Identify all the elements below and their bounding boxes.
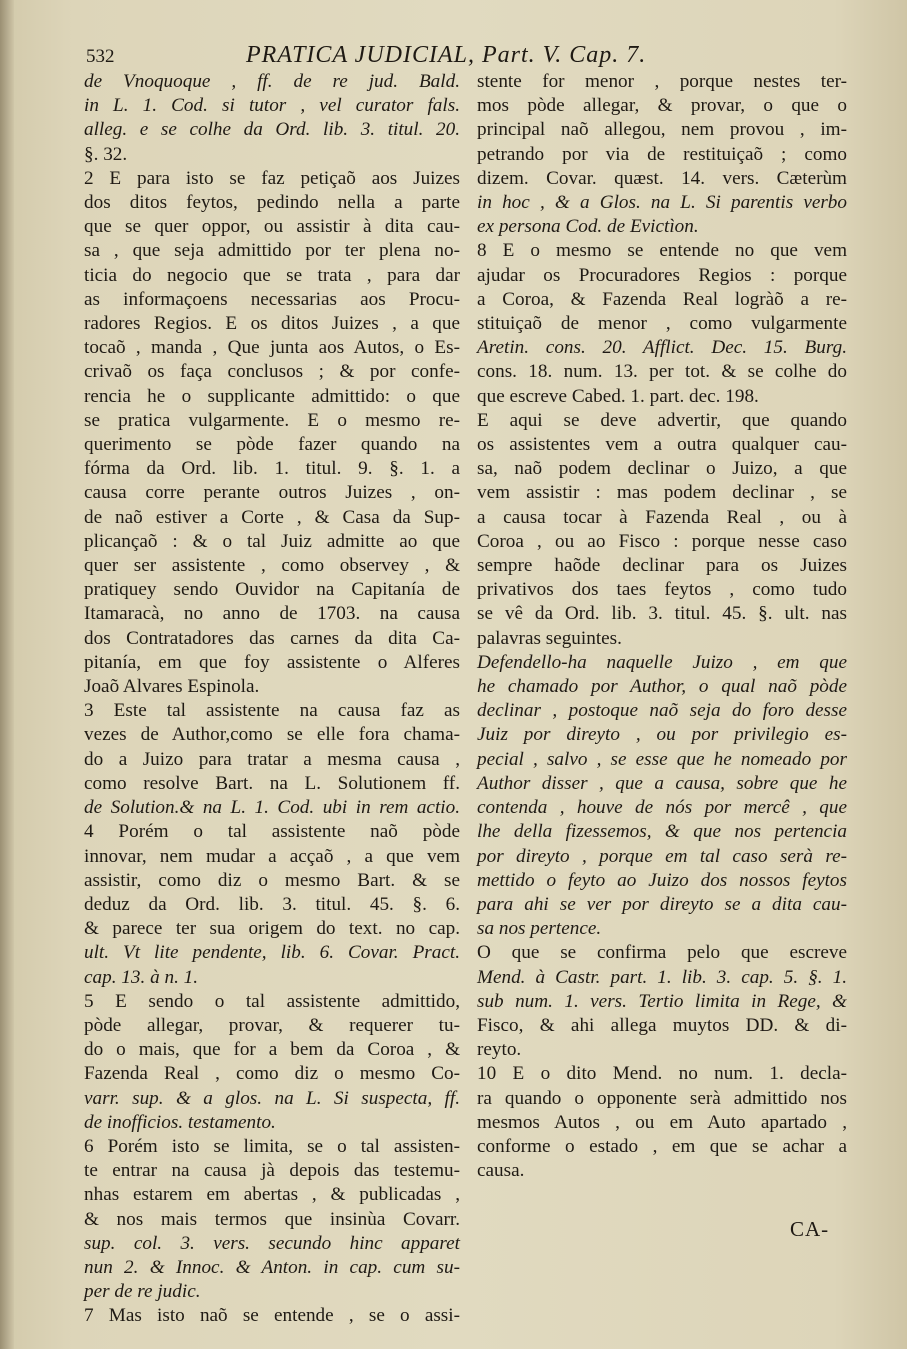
text-line: Joaõ Alvares Espinola.: [84, 676, 260, 698]
text-line: Mend. à Castr. part. 1. lib. 3. cap. 5. §. 1.: [477, 966, 847, 988]
text-line: 4 Porém o tal assistente naõ pòde: [84, 821, 460, 843]
text-line: Itamaracà, no anno de 1703. na causa: [84, 603, 460, 625]
text-line: E aqui se deve advertir, que quando: [477, 409, 847, 431]
text-line: pecial , salvo , se esse que he nomeado por: [477, 748, 847, 770]
text-line: Juiz por direyto , ou por privilegio es-: [477, 724, 847, 746]
text-line: ajudar os Procuradores Regios : porque: [477, 264, 847, 286]
text-line: se vê da Ord. lib. 3. titul. 45. §. ult. nas: [477, 603, 847, 625]
text-line: 7 Mas isto naõ se entende , se o assi-: [84, 1305, 460, 1327]
text-line: pòde allegar, provar, & requerer tu-: [84, 1014, 460, 1036]
text-line: ex persona Cod. de Evictìon.: [477, 216, 699, 238]
text-line: tocaõ , manda , Que junta aos Autos, o Es-: [84, 337, 460, 359]
right-column: [477, 70, 847, 1183]
text-line: he chamado por Author, o qual naõ pòde: [477, 676, 847, 698]
text-line: ticia do negocio que se trata , para dar: [84, 264, 460, 286]
text-line: nun 2. & Innoc. & Anton. in cap. cum su-: [84, 1256, 460, 1278]
text-line: deduz da Ord. lib. 3. titul. 45. §. 6.: [84, 893, 460, 915]
text-line: varr. sup. & a glos. na L. Si suspecta, ff.: [84, 1087, 460, 1109]
text-line: pitanía, em que foy assistente o Alferes: [84, 651, 460, 673]
text-line: Fazenda Real , como diz o mesmo Co-: [84, 1063, 460, 1085]
text-line: causa corre perante outros Juizes , on-: [84, 482, 460, 504]
text-line: 3 Este tal assistente na causa faz as: [84, 700, 460, 722]
text-line: 6 Porém isto se limita, se o tal assisten-: [84, 1135, 460, 1157]
text-line: in hoc , & a Glos. na L. Si parentis verbo: [477, 192, 847, 214]
left-column: [84, 70, 460, 1329]
text-line: innovar, nem mudar a acçaõ , a que vem: [84, 845, 460, 867]
text-line: as informaçoens necessarias aos Procu-: [84, 288, 460, 310]
text-line: Fisco, & ahi allega muytos DD. & di-: [477, 1014, 847, 1036]
text-line: rencia he o supplicante admittido: o que: [84, 385, 460, 407]
text-line: pratiquey sendo Ouvidor na Capitanía de: [84, 579, 460, 601]
text-line: vem assistir : mas podem declinar , se: [477, 482, 847, 504]
text-line: os assistentes vem a outra qualquer cau-: [477, 434, 847, 456]
text-line: por direyto , porque em tal caso serà re-: [477, 845, 847, 867]
text-line: declinar , postoque naõ seja do foro desse: [477, 700, 847, 722]
text-line: dos ditos feytos, pedindo nella a parte: [84, 192, 460, 214]
text-line: sempre haõde declinar para os Juizes: [477, 555, 847, 577]
text-line: querimento se pòde fazer quando na: [84, 434, 460, 456]
catchword: CA-: [790, 1217, 830, 1241]
text-line: mettido o feyto ao Juizo dos nossos feytos: [477, 869, 847, 891]
text-line: 2 E para isto se faz petiçaõ aos Juizes: [84, 167, 460, 189]
text-line: sup. col. 3. vers. secundo hinc apparet: [84, 1232, 460, 1254]
text-line: nhas estarem em abertas , & publicadas ,: [84, 1184, 460, 1206]
text-line: cap. 13. à n. 1.: [84, 966, 199, 988]
text-line: para ahi se ver por direyto se a dita cau-: [477, 893, 847, 915]
text-line: fórma da Ord. lib. 1. titul. 9. §. 1. a: [84, 458, 460, 480]
text-line: Aretin. cons. 20. Afflict. Dec. 15. Burg.: [477, 337, 847, 359]
text-line: palavras seguintes.: [477, 627, 622, 649]
text-line: mesmos Autos , ou em Auto apartado ,: [477, 1111, 847, 1133]
text-line: como resolve Bart. na L. Solutionem ff.: [84, 772, 460, 794]
text-line: de Vnoquoque , ff. de re jud. Bald.: [84, 71, 460, 92]
text-line: 8 E o mesmo se entende no que vem: [477, 240, 847, 262]
text-line: sub num. 1. vers. Tertio limita in Rege, &: [477, 990, 847, 1012]
text-line: principal naõ allegou, nem provou , im-: [477, 119, 847, 141]
text-line: sa nos pertence.: [477, 918, 602, 940]
text-line: radores Regios. E os ditos Juizes , a que: [84, 313, 460, 335]
text-line: assistir, como diz o mesmo Bart. & se: [84, 869, 460, 891]
text-line: sa, naõ podem declinar o Juizo, a que: [477, 458, 847, 480]
text-line: se pratica vulgarmente. E o mesmo re-: [84, 409, 460, 431]
text-line: conforme o estado , em que se achar a: [477, 1135, 847, 1157]
text-line: reyto.: [477, 1039, 522, 1061]
text-line: 10 E o dito Mend. no num. 1. decla-: [477, 1063, 847, 1085]
text-line: sa , que seja admittido por ter plena no-: [84, 240, 460, 262]
text-line: mos pòde allegar, & provar, o que o: [477, 95, 847, 117]
text-line: dos Contratadores das carnes da dita Ca-: [84, 627, 460, 649]
text-line: vezes de Author,como se elle fora chama-: [84, 724, 460, 746]
text-line: privativos dos taes feytos , como tudo: [477, 579, 847, 601]
text-line: stente for menor , porque nestes ter-: [477, 71, 847, 92]
text-line: §. 32.: [84, 143, 128, 165]
text-line: causa.: [477, 1160, 525, 1182]
page-gutter: [0, 0, 14, 1349]
text-line: Author disser , que a causa, sobre que he: [477, 772, 847, 794]
text-line: contenda , houve de nós por mercê , que: [477, 797, 847, 819]
text-line: que escreve Cabed. 1. part. dec. 198.: [477, 385, 759, 407]
text-line: do o mais, que for a bem da Coroa , &: [84, 1039, 460, 1061]
text-line: de naõ estiver a Corte , & Casa da Sup-: [84, 506, 460, 528]
text-line: do a Juizo para tratar a mesma causa ,: [84, 748, 460, 770]
text-line: a Coroa, & Fazenda Real logràõ a re-: [477, 288, 847, 310]
text-line: de inofficios. testamento.: [84, 1111, 276, 1133]
text-line: O que se confirma pelo que escreve: [477, 942, 847, 964]
text-line: stituiçaõ de menor , como vulgarmente: [477, 313, 847, 335]
running-title: PRATICA JUDICIAL, Part. V. Cap. 7.: [246, 42, 647, 68]
text-line: 5 E sendo o tal assistente admittido,: [84, 990, 460, 1012]
text-line: in L. 1. Cod. si tutor , vel curator fals.: [84, 95, 460, 117]
text-line: ra quando o opponente serà admittido nos: [477, 1087, 847, 1109]
page-number: 532: [86, 46, 115, 67]
text-line: ult. Vt lite pendente, lib. 6. Covar. Pract.: [84, 942, 460, 964]
text-line: Coroa , ou ao Fisco : porque nesse caso: [477, 530, 847, 552]
text-line: lhe della fizessemos, & que nos pertencia: [477, 821, 847, 843]
text-line: te entrar na causa jà depois das testemu-: [84, 1160, 460, 1182]
text-line: petrando por via de restituiçaõ ; como: [477, 143, 847, 165]
text-line: a causa tocar à Fazenda Real , ou à: [477, 506, 847, 528]
text-line: de Solution.& na L. 1. Cod. ubi in rem actio.: [84, 797, 460, 819]
text-line: dizem. Covar. quæst. 14. vers. Cæterùm: [477, 167, 847, 189]
text-line: & nos mais termos que insinùa Covarr.: [84, 1208, 460, 1230]
text-line: & parece ter sua origem do text. no cap.: [84, 918, 460, 940]
text-line: cons. 18. num. 13. per tot. & se colhe do: [477, 361, 847, 383]
text-line: alleg. e se colhe da Ord. lib. 3. titul. 20.: [84, 119, 460, 141]
text-line: crivaõ os faça conclusos ; & por confe-: [84, 361, 460, 383]
text-line: per de re judic.: [84, 1281, 201, 1303]
text-line: plicançaõ : & o tal Juiz admitte ao que: [84, 530, 460, 552]
text-line: quer ser assistente , como observey , &: [84, 555, 460, 577]
text-line: Defendello-ha naquelle Juizo , em que: [477, 651, 847, 673]
text-line: que se quer oppor, ou assistir à dita cau-: [84, 216, 460, 238]
